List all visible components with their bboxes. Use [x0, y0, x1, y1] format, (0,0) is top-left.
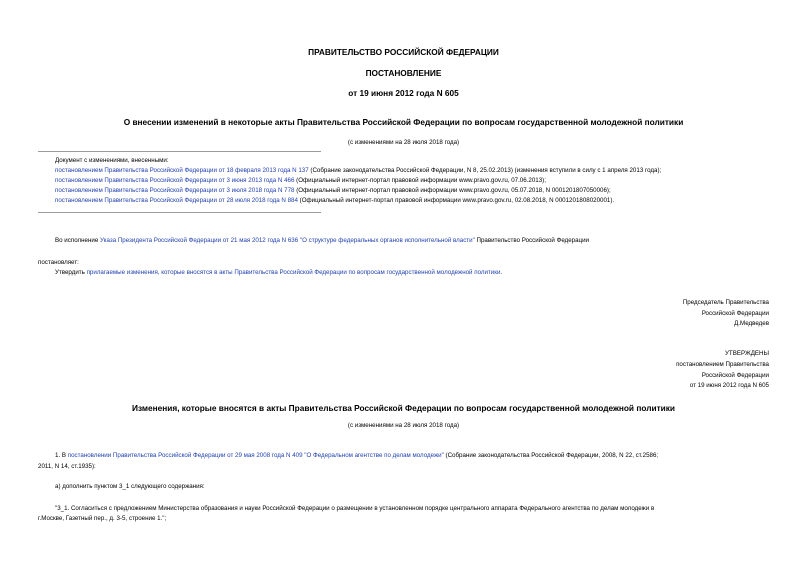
- amendment-source: (Официальный интернет-портал правовой информации www.pravo.gov.ru, 07.06.2013);: [294, 177, 546, 184]
- changes-bottom-rule: [38, 212, 321, 213]
- approved-date: от 19 июня 2012 года N 605: [689, 382, 769, 389]
- changes-top-rule: [38, 151, 321, 152]
- decides-word: постановляет:: [38, 259, 79, 266]
- signature-name: Д.Медведев: [734, 320, 769, 327]
- item-1: 1. В постановлении Правительства Российской Федерации от 29 мая 2008 года N 409 "О Федеральном агентстве по делам молодежи" (Собрание законодательства Российской Федерации, 2008, N 22, ст.2586;: [55, 452, 659, 459]
- item-1a: а) дополнить пунктом 3_1 следующего содержания:: [55, 483, 205, 490]
- changes-item: [55, 187, 611, 194]
- document-type: ПОСТАНОВЛЕНИЕ: [365, 68, 442, 78]
- regulation-link[interactable]: постановлении Правительства Российской Федерации от 29 мая 2008 года N 409 "О Федеральном агентстве по делам молодежи": [67, 452, 444, 459]
- annex-link[interactable]: прилагаемые изменения, которые вносятся в акты Правительства Российской Федерации по вопросам государственной молодежной политики: [86, 269, 501, 276]
- amendment-source: (Официальный интернет-портал правовой информации www.pravo.gov.ru, 02.08.2018, N 0001201808020001).: [297, 197, 615, 204]
- changes-item: [55, 177, 546, 184]
- changes-item: [55, 197, 614, 204]
- approved-by: постановлением Правительства: [676, 361, 769, 368]
- signature-country: Российской Федерации: [701, 310, 769, 317]
- document-title: О внесении изменений в некоторые акты Правительства Российской Федерации по вопросам государственной молодежной политики: [123, 117, 684, 127]
- amendment-link[interactable]: постановлением Правительства Российской Федерации от 28 июля 2018 года N 884: [55, 197, 298, 204]
- amendment-link[interactable]: постановлением Правительства Российской Федерации от 3 июня 2013 года N 466: [55, 177, 295, 184]
- signature-title: Председатель Правительства: [682, 299, 769, 306]
- quote-line-1: "3_1. Согласиться с предложением Министерства образования и науки Российской Федерации о размещении в установленном порядке центрального аппарата Федерального агентства по делам молодежи в: [55, 505, 655, 512]
- approved-country: Российской Федерации: [701, 372, 769, 379]
- annex-title: Изменения, которые вносятся в акты Правительства Российской Федерации по вопросам государственной молодежной политики: [131, 403, 675, 413]
- annex-revision: (с изменениями на 28 июля 2018 года): [347, 422, 460, 429]
- approved-heading: УТВЕРЖДЕНЫ: [725, 350, 769, 357]
- document-date: от 19 июня 2012 года N 605: [348, 88, 459, 98]
- quote-line-2: г.Москве, Газетный пер., д. 3-5, строение 1.";: [38, 515, 167, 522]
- item-1-continued: 2011, N 14, ст.1935):: [38, 463, 96, 470]
- changes-intro: Документ с изменениями, внесенными:: [55, 157, 169, 164]
- revision-note: (с изменениями на 28 июля 2018 года): [347, 139, 460, 146]
- amendment-source: (Официальный интернет-портал правовой информации www.pravo.gov.ru, 05.07.2018, N 0001201807050006);: [294, 187, 611, 194]
- preamble: Во исполнение Указа Президента Российской Федерации от 21 мая 2012 года N 636 "О структуре федеральных органов исполнительной власти" Правительство Российской Федерации: [55, 237, 590, 244]
- amendment-link[interactable]: постановлением Правительства Российской Федерации от 3 июля 2018 года N 778: [55, 187, 295, 194]
- government-header: ПРАВИТЕЛЬСТВО РОССИЙСКОЙ ФЕДЕРАЦИИ: [308, 47, 499, 57]
- approve-clause: Утвердить прилагаемые изменения, которые вносятся в акты Правительства Российской Федерации по вопросам государственной молодежной политики.: [55, 269, 503, 276]
- changes-item: [55, 167, 661, 174]
- decree-link[interactable]: Указа Президента Российской Федерации от 21 мая 2012 года N 636 "О структуре федеральных органов исполнительной власти": [100, 237, 475, 244]
- amendment-link[interactable]: постановлением Правительства Российской Федерации от 18 февраля 2013 года N 137: [55, 167, 309, 174]
- amendment-source: (Собрание законодательства Российской Федерации, N 8, 25.02.2013) (изменения вступили в силу с 1 апреля 2013 года);: [308, 167, 662, 174]
